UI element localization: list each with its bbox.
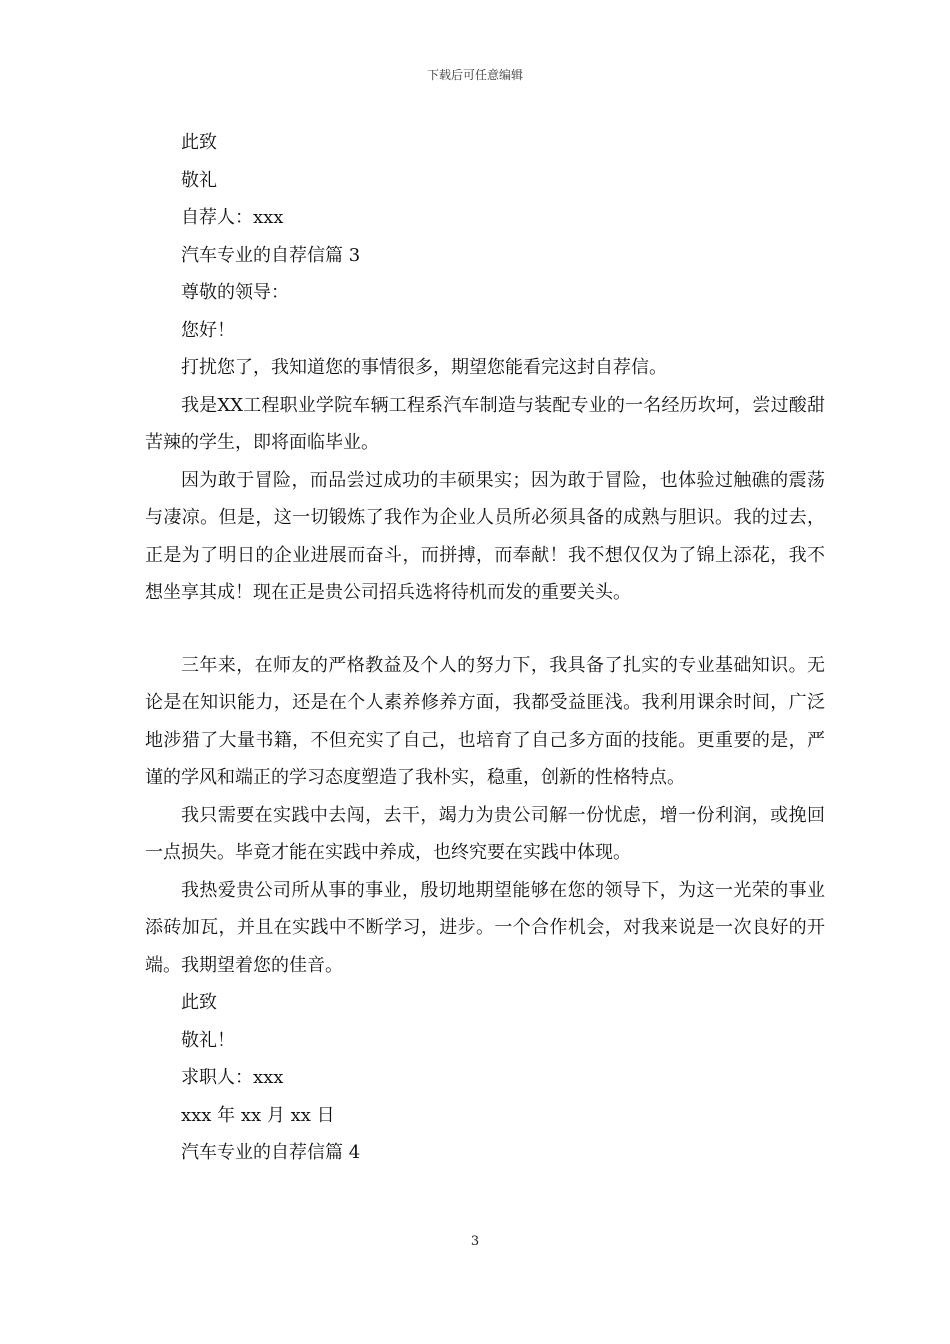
salute-line: 敬礼！ [181, 1029, 235, 1051]
greeting-line: 尊敬的领导： [181, 282, 289, 303]
paragraph: 三年来，在师友的严格教益及个人的努力下，我具备了扎实的专业基础知识。无论是在知识能力，还是在个人素养修养方面，我都受益匪浅。我利用课余时间，广泛地涉猎了大量书籍，不但充实了自己，也培育了自己多方面的技能。更重要的是，严谨的学风和端正的学习态度塑造了我朴实，稳重，创新的性格特点。 [145, 654, 825, 788]
hello-line: 您好！ [181, 319, 235, 341]
signature-line: 自荐人：xxx [181, 207, 284, 228]
paragraph: 因为敢于冒险，而品尝过成功的丰硕果实；因为敢于冒险，也体验过触礁的震荡与凄凉。但是，这一切锻炼了我作为企业人员所必须具备的成熟与胆识。我的过去，正是为了明日的企业进展而奋斗，而拼搏，而奉献！我不想仅仅为了锦上添花，我不想坐享其成！现在正是贵公司招兵选将待机而发的重要关头。 [145, 469, 825, 603]
section-title: 汽车专业的自荐信篇 3 [181, 244, 361, 266]
salute-line: 敬礼 [181, 169, 217, 191]
blank-gap [145, 612, 825, 647]
intro-line: 打扰您了，我知道您的事情很多，期望您能看完这封自荐信。 [181, 357, 667, 378]
page-number: 3 [470, 1234, 480, 1249]
paragraph: 我是XX工程职业学院车辆工程系汽车制造与装配专业的一名经历坎坷，尝过酸甜苦辣的学生，即将面临毕业。 [145, 394, 825, 453]
document-body [145, 124, 825, 1172]
closing-line: 此致 [181, 992, 217, 1013]
signature-line: 求职人：xxx [181, 1067, 284, 1088]
paragraph: 我热爱贵公司所从事的事业，殷切地期望能够在您的领导下，为这一光荣的事业添砖加瓦，并且在实践中不断学习，进步。一个合作机会，对我来说是一次良好的开端。我期望着您的佳音。 [145, 879, 825, 976]
closing-line: 此致 [181, 132, 217, 153]
date-line: xxx 年 xx 月 xx 日 [181, 1104, 335, 1126]
paragraph: 我只需要在实践中去闯，去干，竭力为贵公司解一份忧虑，增一份利润，或挽回一点损失。毕竟才能在实践中养成，也终究要在实践中体现。 [145, 804, 825, 863]
page-header: 下载后可任意编辑 [426, 68, 523, 82]
section-title: 汽车专业的自荐信篇 4 [181, 1142, 361, 1163]
